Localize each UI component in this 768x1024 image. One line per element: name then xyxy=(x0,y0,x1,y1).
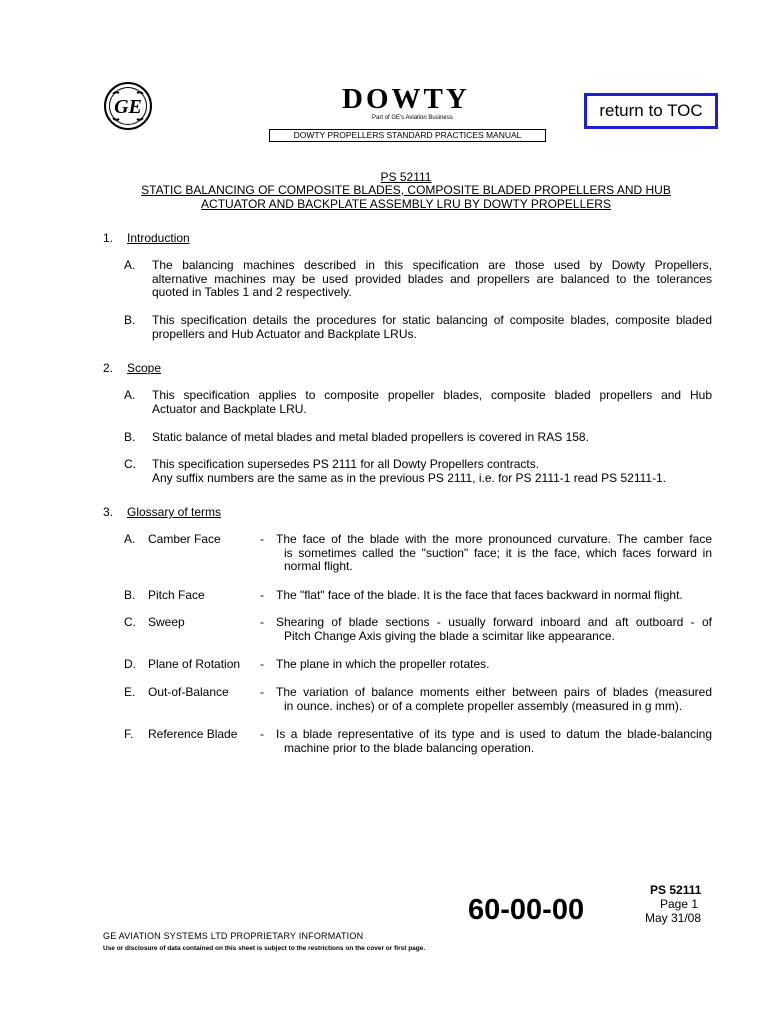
section-2-heading: Scope xyxy=(127,361,162,375)
term-e-definition: The variation of balance moments either between pairs of blades (measured in ounce. inches) or of a complete propeller assembly (measured in g mm). xyxy=(276,685,712,713)
term-c-letter: C. xyxy=(124,615,136,629)
para-1a: The balancing machines described in this specification are those used by Dowty Propellers, alternative machines may be used provided blades and propellers are balanced to the tolerances quoted in Tables 1 and 2 respectively. xyxy=(152,258,712,299)
title-line-2: ACTUATOR AND BACKPLATE ASSEMBLY LRU BY DOWTY PROPELLERS xyxy=(201,197,611,211)
para-2b-letter: B. xyxy=(124,430,136,444)
term-f-definition: Is a blade representative of its type and is used to datum the blade-balancing machine prior to the blade balancing operation. xyxy=(276,727,712,755)
term-f-dash: - xyxy=(260,727,264,741)
term-e-dash: - xyxy=(260,685,264,699)
term-a-dash: - xyxy=(260,532,264,546)
footer-chapter-code: 60-00-00 xyxy=(468,894,585,926)
term-b-letter: B. xyxy=(124,588,136,602)
term-d-definition: The plane in which the propeller rotates. xyxy=(276,657,490,671)
term-b-name: Pitch Face xyxy=(148,588,205,602)
footer-doc-id: PS 52111 xyxy=(650,883,702,897)
term-c-dash: - xyxy=(260,615,264,629)
term-a-definition: The face of the blade with the more pronounced curvature. The camber face is sometimes called the "suction" face; it is the face, which faces forward in normal flight. xyxy=(276,532,712,573)
ge-logo xyxy=(104,82,152,130)
section-1-heading: Introduction xyxy=(127,231,190,245)
term-a-letter: A. xyxy=(124,532,136,546)
section-3-heading: Glossary of terms xyxy=(127,505,222,519)
term-f-letter: F. xyxy=(124,727,134,741)
footer-page-number: Page 1 xyxy=(660,897,699,911)
footer-proprietary-notice: GE AVIATION SYSTEMS LTD PROPRIETARY INFORMATION xyxy=(103,931,364,941)
para-2a-letter: A. xyxy=(124,388,136,402)
term-c-definition: Shearing of blade sections - usually forward inboard and aft outboard - of Pitch Change Axis giving the blade a scimitar like appearance. xyxy=(276,615,712,643)
para-1b: This specification details the procedures for static balancing of composite blades, composite bladed propellers and Hub Actuator and Backplate LRUs. xyxy=(152,313,712,341)
term-a-name: Camber Face xyxy=(148,532,221,546)
para-2b: Static balance of metal blades and metal bladed propellers is covered in RAS 158. xyxy=(152,430,589,444)
term-b-dash: - xyxy=(260,588,264,602)
term-c-name: Sweep xyxy=(148,615,185,629)
dowty-wordmark: DOWTY xyxy=(342,83,470,115)
para-2c-letter: C. xyxy=(124,457,136,471)
footer-restriction-note: Use or disclosure of data contained on this sheet is subject to the restrictions on the cover or first page. xyxy=(103,945,426,952)
section-1-number: 1. xyxy=(103,231,114,245)
term-d-name: Plane of Rotation xyxy=(148,657,241,671)
dowty-subtitle: Part of GE's Aviation Business xyxy=(372,115,453,121)
term-d-dash: - xyxy=(260,657,264,671)
section-2-number: 2. xyxy=(103,361,114,375)
term-d-letter: D. xyxy=(124,657,136,671)
term-e-name: Out-of-Balance xyxy=(148,685,229,699)
para-1b-letter: B. xyxy=(124,313,136,327)
para-2a: This specification applies to composite propeller blades, composite bladed propellers and Hub Actuator and Backplate LRU. xyxy=(152,388,712,416)
return-to-toc-button[interactable]: return to TOC xyxy=(584,93,718,129)
footer-date: May 31/08 xyxy=(645,911,702,925)
ge-logo-text: GE xyxy=(114,96,142,118)
term-f-name: Reference Blade xyxy=(148,727,238,741)
document-id: PS 52111 xyxy=(380,170,432,184)
para-2c: This specification supersedes PS 2111 for all Dowty Propellers contracts. Any suffix numbers are the same as in the previous PS 2111, i.e. for PS 2111-1 read PS 52111-1. xyxy=(152,457,667,485)
term-b-definition: The "flat" face of the blade. It is the face that faces backward in normal flight. xyxy=(276,588,683,602)
manual-title: DOWTY PROPELLERS STANDARD PRACTICES MANUAL xyxy=(269,129,546,142)
title-line-1: STATIC BALANCING OF COMPOSITE BLADES, COMPOSITE BLADED PROPELLERS AND HUB xyxy=(141,183,671,197)
term-e-letter: E. xyxy=(124,685,136,699)
para-1a-letter: A. xyxy=(124,258,136,272)
section-3-number: 3. xyxy=(103,505,114,519)
